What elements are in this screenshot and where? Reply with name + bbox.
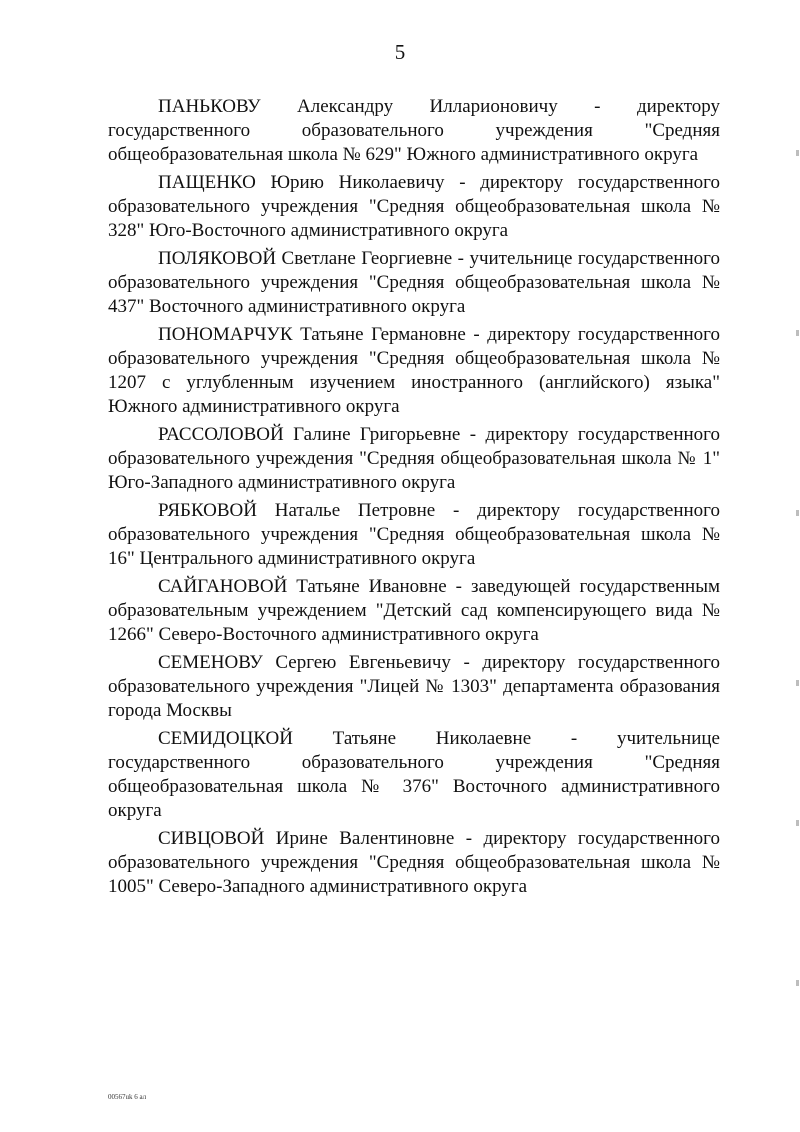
award-entry: ПАЩЕНКО Юрию Николаевичу - директору государственного образовательного учреждения "Средняя общеобразовательная школа № 328" Юго-Восточного административного округа	[108, 172, 720, 241]
page-number: 5	[394, 40, 406, 64]
award-entry: РЯБКОВОЙ Наталье Петровне - директору государственного образовательного учреждения "Средняя общеобразовательная школа № 16" Центрального административного округа	[108, 500, 720, 569]
award-entry: САЙГАНОВОЙ Татьяне Ивановне - заведующей государственным образовательным учреждением "Детский сад компенсирующего вида № 1266" Северо-Восточного административного округа	[108, 576, 720, 645]
award-entry: РАССОЛОВОЙ Галине Григорьевне - директору государственного образовательного учреждения "Средняя общеобразовательная школа № 1" Юго-Западного административного округа	[108, 424, 720, 493]
document-code: 00567uk 6 ал	[108, 1093, 147, 1101]
award-list	[108, 95, 720, 903]
award-entry: СЕМЕНОВУ Сергею Евгеньевичу - директору государственного образовательного учреждения "Лицей № 1303" департамента образования города Москвы	[108, 652, 720, 721]
award-entry: СЕМИДОЦКОЙ Татьяне Николаевне - учительнице государственного образовательного учреждения "Средняя общеобразовательная школа № 376" Восточного административного округа	[108, 728, 720, 821]
award-entry: СИВЦОВОЙ Ирине Валентиновне - директору государственного образовательного учреждения "Средняя общеобразовательная школа № 1005" Северо-Западного административного округа	[108, 828, 720, 897]
award-entry: ПОЛЯКОВОЙ Светлане Георгиевне - учительнице государственного образовательного учреждения "Средняя общеобразовательная школа № 437" Восточного административного округа	[108, 248, 720, 317]
award-entry: ПОНОМАРЧУК Татьяне Германовне - директору государственного образовательного учреждения "Средняя общеобразовательная школа № 1207 с углубленным изучением иностранного (английского) языка" Южного административного округа	[108, 324, 720, 417]
scan-edge-marks	[794, 120, 800, 1020]
award-entry: ПАНЬКОВУ Александру Илларионовичу - директору государственного образовательного учреждения "Средняя общеобразовательная школа № 629" Южного административного округа	[108, 96, 720, 165]
